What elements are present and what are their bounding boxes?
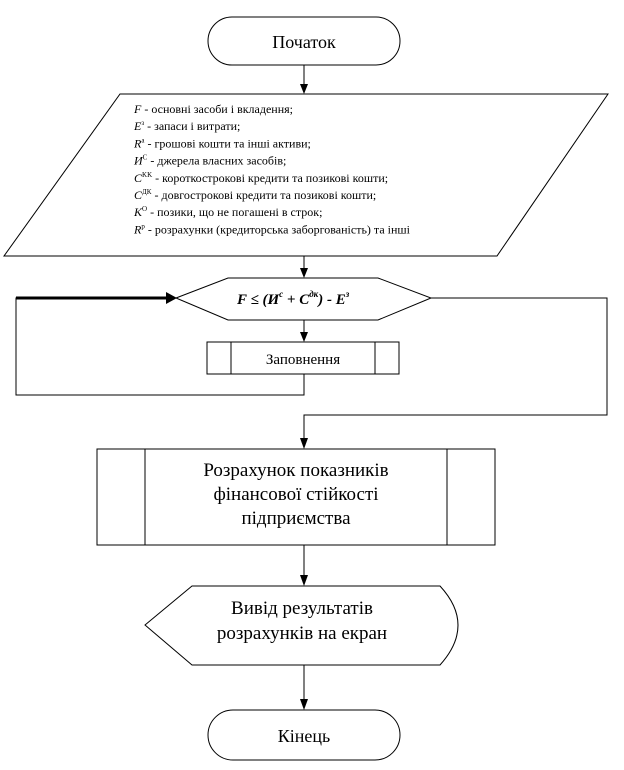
input-line-symbol: И [134,153,143,168]
decision-condition [236,289,350,308]
input-line-superscript: O [142,205,148,214]
arrow-start-input [300,84,308,94]
input-line [133,119,240,133]
input-line-superscript: C [142,153,148,162]
input-line-symbol: R [134,222,142,237]
start-node [208,17,400,65]
input-data-node [4,94,608,256]
output-line-2: розрахунків на екран [216,623,388,644]
input-line [133,154,286,168]
cond-sup3: з [345,289,350,299]
input-line-description: - грошові кошти та інші активи; [144,136,311,151]
input-line-symbol: K [134,205,143,220]
cond-left: F ≤ (И [237,292,280,308]
input-line [134,188,376,202]
input-line [133,222,411,236]
input-line [133,136,311,150]
fill-label: Заповнення [265,352,341,368]
cond-close: ) - E [318,292,346,308]
output-display-node [145,586,458,665]
arrow-calc-output [300,575,308,586]
input-line-symbol: C [134,170,143,185]
calc-process-node [97,449,495,545]
input-line-symbol: F [134,102,142,116]
input-line-description: - основні засоби і вкладення; [141,102,294,116]
input-line [133,102,293,116]
input-line-superscript: з [141,119,145,128]
input-line-symbol: E [134,119,142,134]
input-line-superscript: ДК [142,188,152,196]
cond-sup2: дк [309,289,319,299]
calc-line-3: підприємства [241,508,351,529]
arrow-loop-back [166,292,177,304]
end-label: Кінець [277,726,331,746]
input-line-symbol: C [134,188,143,202]
input-line-superscript: KK [142,170,153,179]
input-line [134,171,388,185]
decision-node [176,278,431,320]
arrow-output-end [300,699,308,710]
input-line-symbol: R [134,136,142,151]
input-line-description: - розрахунки (кредиторська заборгованість) та інші [144,222,410,237]
input-line-description: - позики, що не погашені в строк; [147,205,323,220]
arrow-to-calc [300,438,308,449]
fill-process-node [207,342,399,374]
arrow-input-decision [300,268,308,278]
input-line-description: - джерела власних засобів; [147,153,287,168]
input-line-description: - короткострокові кредити та позикові кошти; [152,170,389,185]
input-line-description: - запаси і витрати; [144,119,241,134]
calc-line-2: фінансової стійкості [213,484,379,505]
arrow-decision-fill [300,332,308,342]
calc-line-1: Розрахунок показників [203,460,389,481]
start-label: Початок [272,32,336,52]
output-line-1: Вивід результатів [231,598,373,619]
input-line-description: - довгострокові кредити та позикові кошти; [151,188,377,202]
input-line-superscript: a [141,136,145,145]
cond-sup1: c [279,289,284,299]
end-node [208,710,400,760]
input-line [133,205,322,219]
input-line-superscript: p [141,222,145,231]
cond-plus: + C [283,292,310,308]
